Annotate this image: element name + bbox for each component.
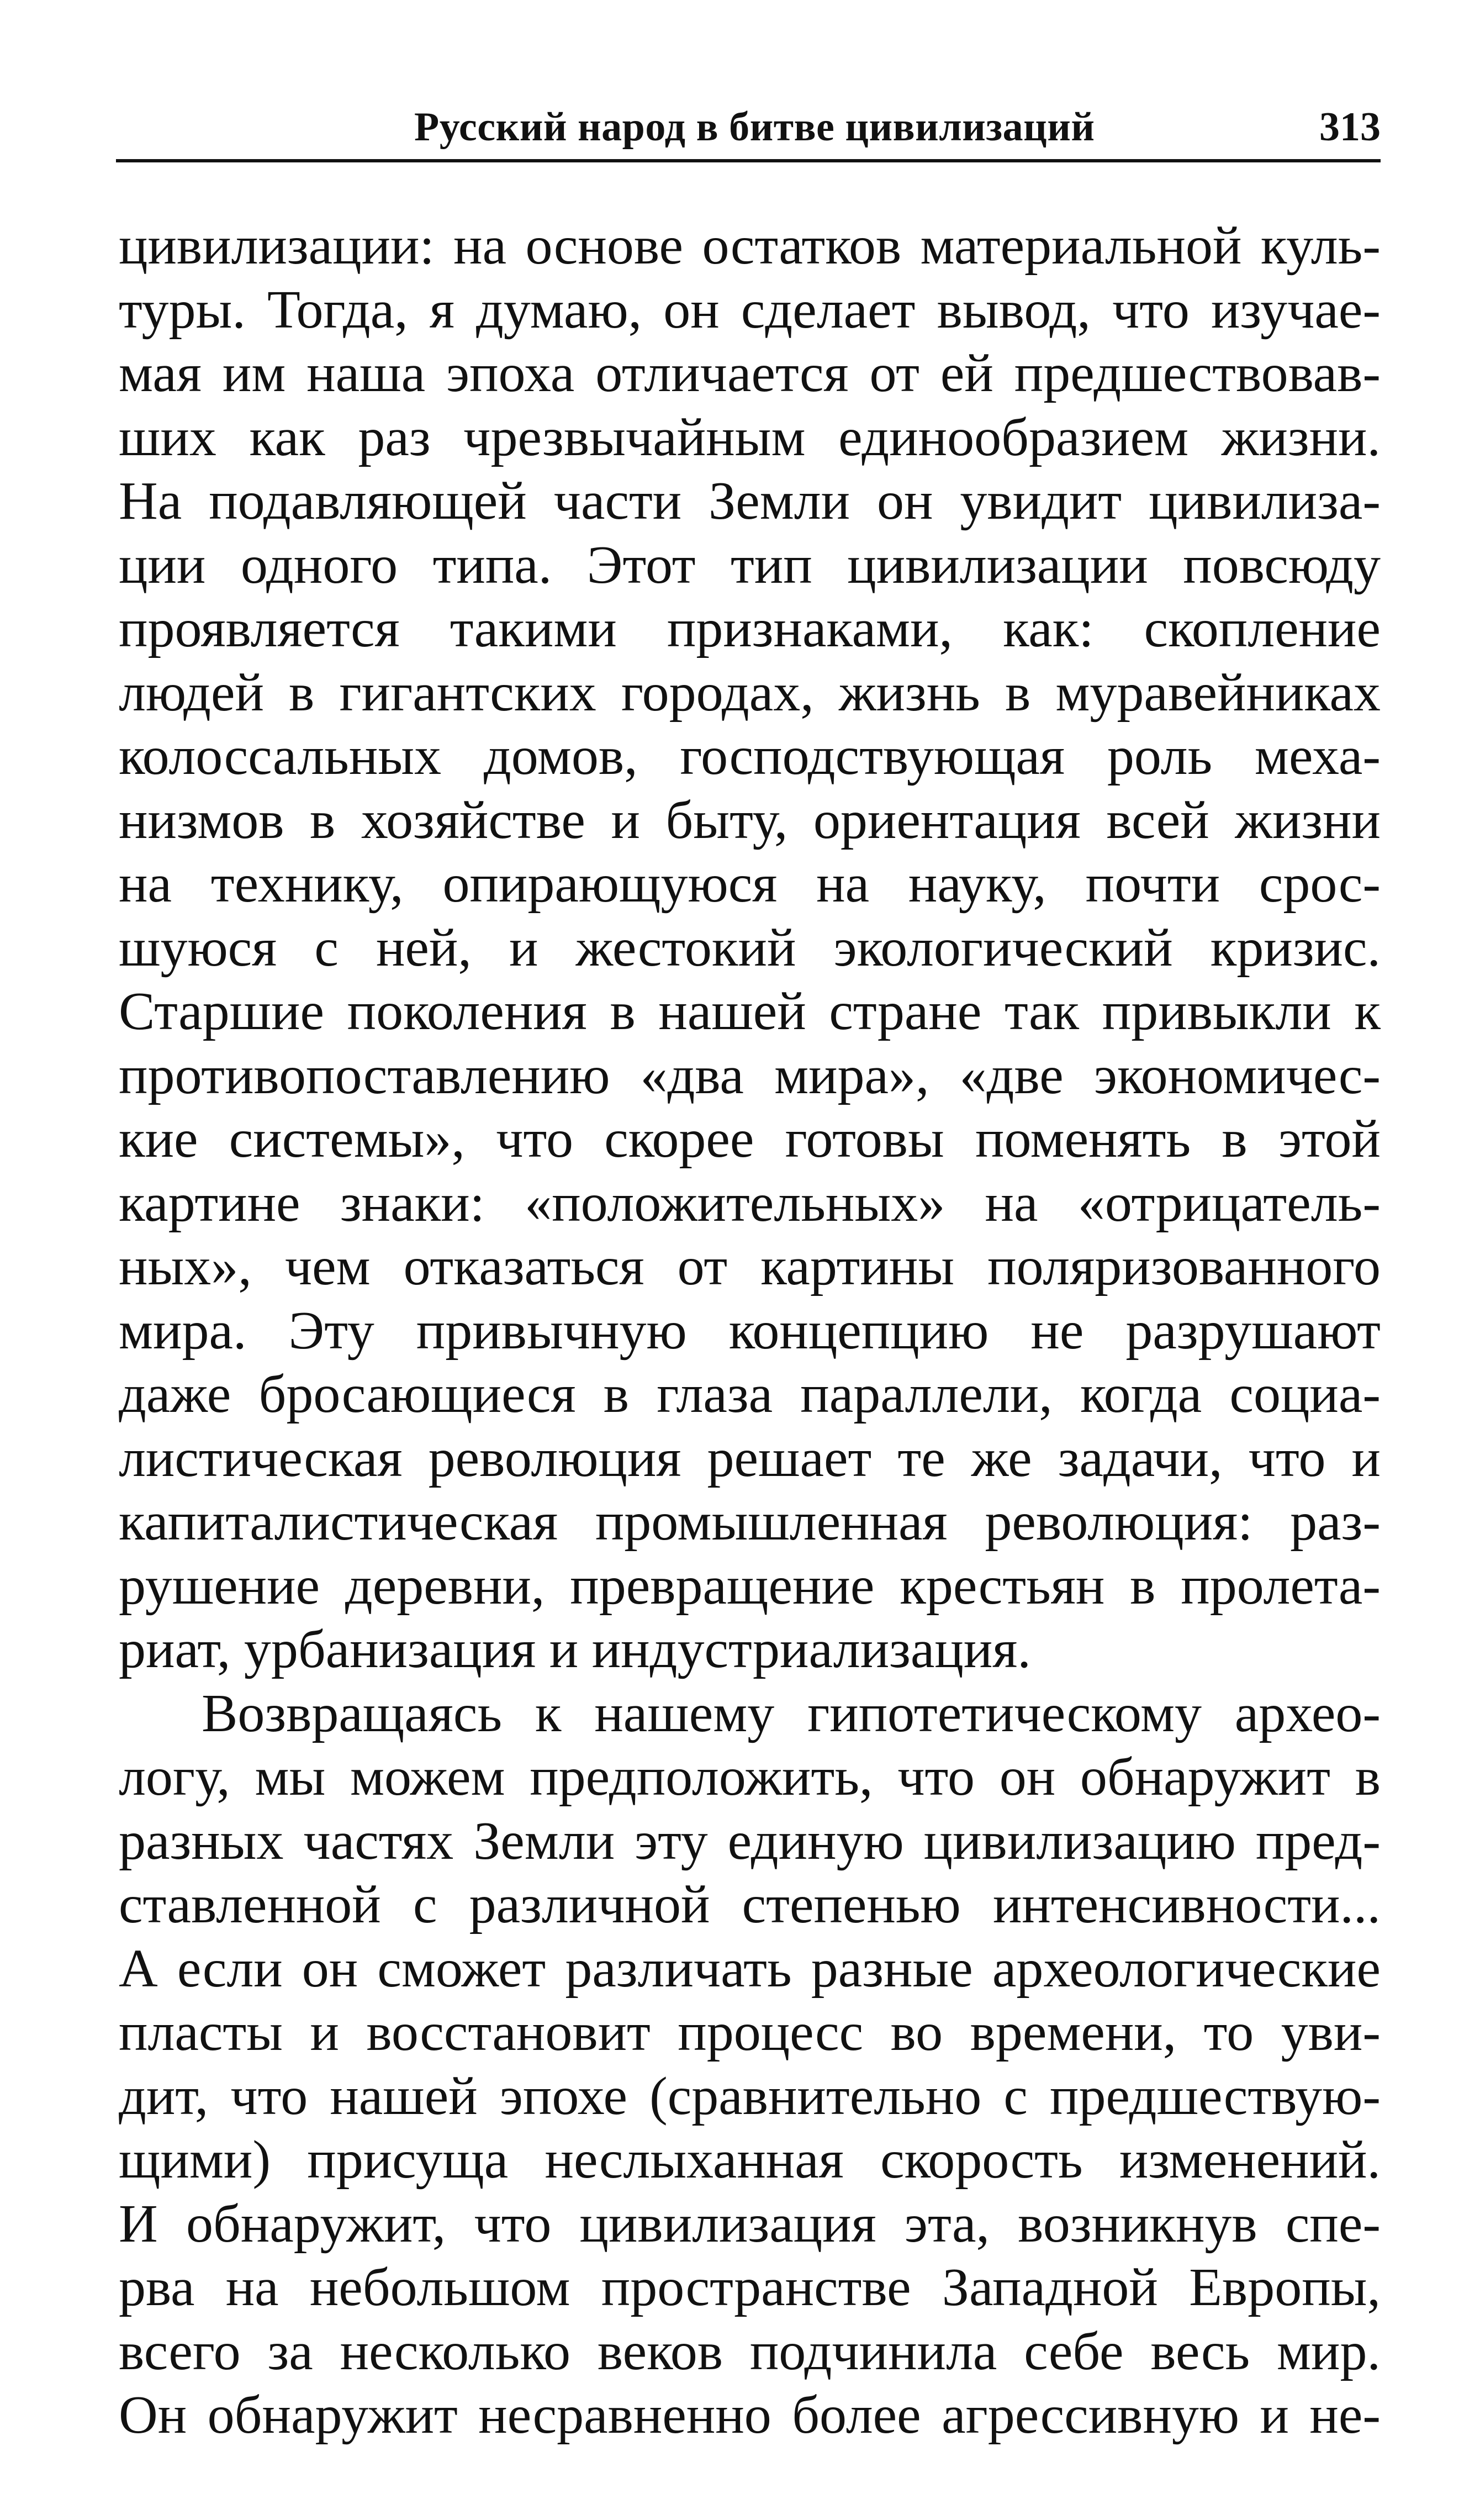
text-line: ставленной с различной степенью интенсивности... — [119, 1875, 1381, 1934]
text-line: колоссальных домов, господствующая роль меха- — [119, 726, 1381, 786]
text-line: картине знаки: «положительных» на «отрицатель- — [119, 1173, 1381, 1233]
text-line: Старшие поколения в нашей стране так привыкли к — [119, 982, 1381, 1041]
page-number: 313 — [1319, 104, 1381, 150]
text-line: разных частях Земли эту единую цивилизацию пред- — [119, 1811, 1381, 1871]
text-line: ших как раз чрезвычайным единообразием жизни. — [119, 407, 1381, 467]
text-line: даже бросающиеся в глаза параллели, когда социа- — [119, 1364, 1381, 1424]
text-line: дит, что нашей эпохе (сравнительно с предшествую- — [119, 2066, 1381, 2126]
text-line: туры. Тогда, я думаю, он сделает вывод, что изучае- — [119, 280, 1381, 340]
text-line: щими) присуща неслыханная скорость изменений. — [119, 2130, 1381, 2190]
text-line: А если он сможет различать разные археологические — [119, 1938, 1381, 1999]
text-line: низмов в хозяйстве и быту, ориентация всей жизни — [119, 790, 1381, 850]
text-line: логу, мы можем предположить, что он обнаружит в — [119, 1747, 1381, 1807]
text-line: листическая революция решает те же задачи, что и — [119, 1428, 1381, 1488]
text-line: рушение деревни, превращение крестьян в пролета- — [119, 1556, 1381, 1616]
text-line: Он обнаружит несравненно более агрессивную и не- — [119, 2385, 1381, 2445]
text-line: на технику, опирающуюся на науку, почти срос- — [119, 854, 1381, 914]
text-line: ции одного типа. Этот тип цивилизации повсюду — [119, 535, 1381, 595]
text-line: Возвращаясь к нашему гипотетическому архео- — [202, 1683, 1381, 1743]
text-line: рва на небольшом пространстве Западной Европы, — [119, 2258, 1381, 2317]
text-line: цивилизации: на основе остатков материальной куль- — [119, 216, 1381, 276]
text-line: ных», чем отказаться от картины поляризованного — [119, 1237, 1381, 1296]
running-header — [116, 98, 1381, 162]
text-line: риат, урбанизация и индустриализация. — [119, 1620, 1031, 1679]
text-line: противопоставлению «два мира», «две экономичес- — [119, 1045, 1381, 1105]
text-line: мая им наша эпоха отличается от ей предшествовав- — [119, 344, 1381, 403]
text-line: пласты и восстановит процесс во времени, то уви- — [119, 2002, 1381, 2062]
text-line: шуюся с ней, и жестокий экологический кризис. — [119, 918, 1381, 978]
text-line: На подавляющей части Земли он увидит цивилиза- — [119, 471, 1381, 531]
text-line: проявляется такими признаками, как: скопление — [119, 599, 1381, 658]
text-line: капиталистическая промышленная революция: раз- — [119, 1492, 1381, 1552]
text-line: людей в гигантских городах, жизнь в муравейниках — [119, 662, 1381, 723]
running-title: Русский народ в битве цивилизаций — [414, 104, 1095, 150]
text-line: мира. Эту привычную концепцию не разрушают — [119, 1300, 1381, 1361]
body-text — [119, 214, 1381, 2448]
text-line: кие системы», что скорее готовы поменять в этой — [119, 1109, 1381, 1169]
text-line: всего за несколько веков подчинила себе весь мир. — [119, 2321, 1381, 2381]
text-line: И обнаружит, что цивилизация эта, возникнув спе- — [119, 2194, 1381, 2254]
